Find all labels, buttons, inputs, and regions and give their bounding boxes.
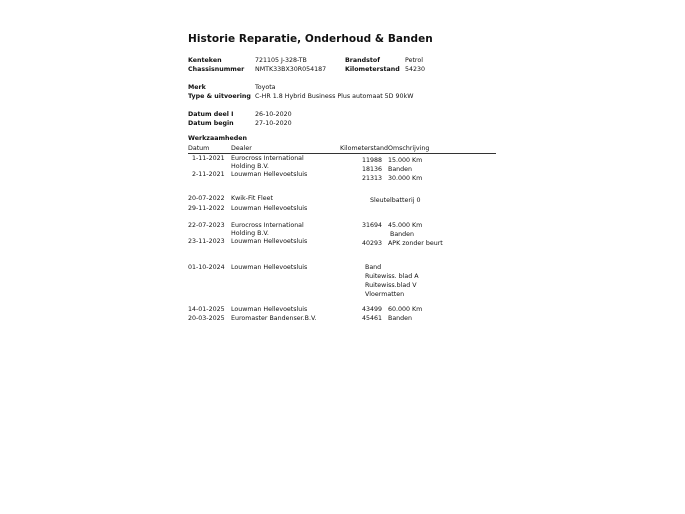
- datum-begin-label: Datum begin: [188, 120, 234, 127]
- entry-omschrijving: 60.000 Km: [388, 306, 423, 313]
- type-label: Type & uitvoering: [188, 93, 251, 100]
- entry-datum: 2-11-2021: [192, 171, 225, 178]
- entry-datum: 29-11-2022: [188, 205, 225, 212]
- kilometerstand-label: Kilometerstand: [345, 66, 400, 73]
- type-value: C-HR 1.8 Hybrid Business Plus automaat 5D 90kW: [255, 93, 414, 100]
- datum-begin-value: 27-10-2020: [255, 120, 292, 127]
- entry-datum: 23-11-2023: [188, 238, 225, 245]
- entry-datum: 20-03-2025: [188, 315, 225, 322]
- entry-km: 31694: [361, 222, 382, 229]
- datum-deel-value: 26-10-2020: [255, 111, 292, 118]
- werkzaamheden-title: Werkzaamheden: [188, 135, 248, 142]
- entry-km: 45461: [361, 315, 382, 322]
- col-header-datum: Datum: [188, 145, 210, 152]
- entry-dealer: Eurocross International Holding B.V.: [231, 222, 304, 237]
- entry-dealer: Louwman Hellevoetsluis: [231, 171, 308, 178]
- kilometerstand-value: 54230: [405, 66, 426, 73]
- merk-label: Merk: [188, 84, 206, 91]
- col-header-dealer: Dealer: [231, 145, 252, 152]
- entry-datum: 01-10-2024: [188, 264, 225, 271]
- brandstof-value: Petrol: [405, 57, 423, 64]
- chassis-value: NMTK33BX30R054187: [255, 66, 327, 73]
- entry-datum: 20-07-2022: [188, 195, 225, 202]
- entry-omschrijving: 15.000 Km: [388, 157, 423, 164]
- brandstof-label: Brandstof: [345, 57, 380, 64]
- entry-omschrijving: 30.000 Km: [388, 175, 423, 182]
- page-title: Historie Reparatie, Onderhoud & Banden: [188, 33, 433, 45]
- entry-omschrijving: Banden: [388, 166, 413, 173]
- kenteken-label: Kenteken: [188, 57, 222, 64]
- entry-dealer: Louwman Hellevoetsluis: [231, 205, 308, 212]
- entry-omschrijving: Ruitewiss. blad A: [365, 273, 419, 280]
- entry-datum: 1-11-2021: [192, 155, 225, 162]
- header-divider: [188, 153, 496, 154]
- col-header-kilometerstand: Kilometerstand: [340, 145, 389, 152]
- entry-omschrijving: APK zonder beurt: [388, 240, 443, 247]
- entry-dealer: Louwman Hellevoetsluis: [231, 264, 308, 271]
- entry-dealer: Louwman Hellevoetsluis: [231, 238, 308, 245]
- entry-datum: 14-01-2025: [188, 306, 225, 313]
- entry-dealer: Eurocross International Holding B.V.: [231, 155, 304, 170]
- entry-omschrijving: Sleutelbatterij 0: [370, 197, 421, 204]
- entry-omschrijving: 45.000 Km: [388, 222, 423, 229]
- merk-value: Toyota: [255, 84, 276, 91]
- entry-dealer: Kwik-Fit Fleet: [231, 195, 273, 202]
- entry-km: 40293: [361, 240, 382, 247]
- entry-km: 43499: [361, 306, 382, 313]
- entry-dealer: Euromaster Bandenser.B.V.: [231, 315, 317, 322]
- entry-omschrijving: Band: [365, 264, 382, 271]
- entry-dealer: Louwman Hellevoetsluis: [231, 306, 308, 313]
- entry-omschrijving: Banden: [388, 315, 413, 322]
- entry-km: 18136: [361, 166, 382, 173]
- kenteken-value: 721105 J-328-TB: [255, 57, 307, 64]
- entry-omschrijving: Banden: [390, 231, 415, 238]
- entry-km: 21313: [361, 175, 382, 182]
- entry-omschrijving: Vloermatten: [365, 291, 405, 298]
- entry-km: 11988: [361, 157, 382, 164]
- entry-datum: 22-07-2023: [188, 222, 225, 229]
- datum-deel-label: Datum deel I: [188, 111, 234, 118]
- entry-omschrijving: Ruitewiss.blad V: [365, 282, 417, 289]
- col-header-omschrijving: Omschrijving: [388, 145, 430, 152]
- chassis-label: Chassisnummer: [188, 66, 245, 73]
